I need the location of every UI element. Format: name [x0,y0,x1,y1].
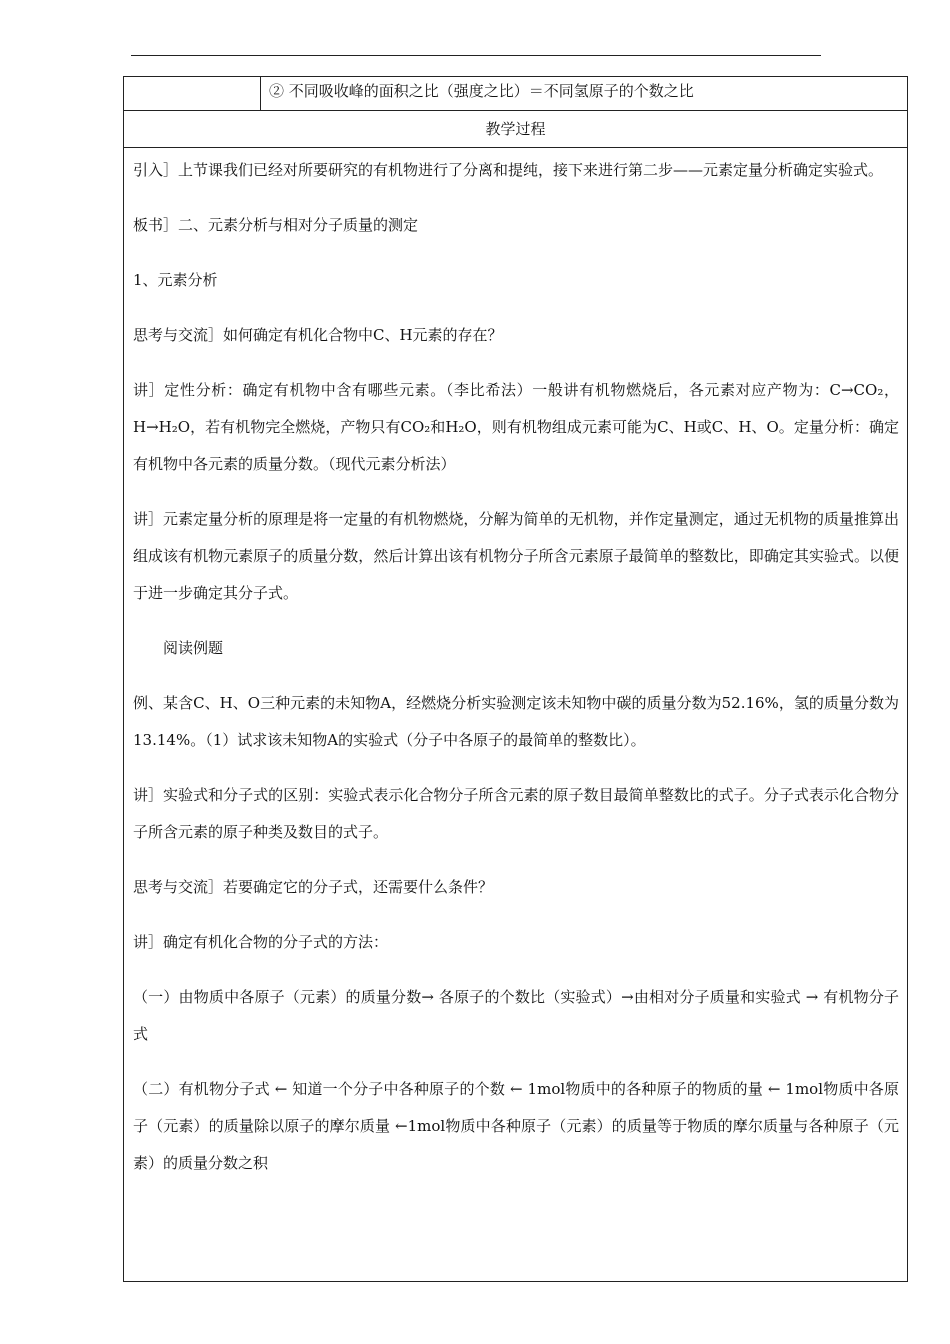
lesson-body [124,148,907,1281]
paragraph-board: 板书］二、元素分析与相对分子质量的测定 [133,216,419,234]
lesson-table [123,76,908,1282]
paragraph-principle: 讲］元素定量分析的原理是将一定量的有机物燃烧，分解为简单的无机物，并作定量测定，通过无机物的质量推算出组成该有机物元素原子的质量分数，然后计算出该有机物分子所含元素原子最简单的整数比，即确定其实验式。以便于进一步确定其分子式。 [133,510,899,602]
table-cell-left [124,77,261,110]
table-row-top [124,77,907,111]
paragraph-heading: 1、元素分析 [133,271,218,289]
paragraph-intro: 引入］上节课我们已经对所要研究的有机物进行了分离和提纯，接下来进行第二步——元素定量分析确定实验式。 [133,161,884,179]
paragraph-read-example: 阅读例题 [163,639,224,657]
paragraph-discussion-1: 思考与交流］如何确定有机化合物中C、H元素的存在？ [133,326,503,344]
paragraph-method: 讲］确定有机化合物的分子式的方法： [133,933,389,951]
header-rule [131,55,821,56]
section-title: 教学过程 [124,111,907,148]
paragraph-method-1: （一）由物质中各原子（元素）的质量分数→ 各原子的个数比（实验式）→由相对分子质量和实验式 → 有机物分子式 [133,988,899,1043]
paragraph-method-2: （二）有机物分子式 ← 知道一个分子中各种原子的个数 ← 1mol物质中的各种原子的物质的量 ← 1mol物质中各原子（元素）的质量除以原子的摩尔质量 ←1mol物质中各种原子（元素）的质量等于物质的摩尔质量与各种原子（元素）的质量分数之积 [133,1080,899,1172]
table-cell-right: ② 不同吸收峰的面积之比（强度之比）＝不同氢原子的个数之比 [269,82,694,100]
paragraph-example: 例、某含C、H、O三种元素的未知物A，经燃烧分析实验测定该未知物中碳的质量分数为52.16%，氢的质量分数为13.14%。（1）试求该未知物A的实验式（分子中各原子的最简单的整数比）。 [133,694,899,749]
paragraph-discussion-2: 思考与交流］若要确定它的分子式，还需要什么条件？ [133,878,494,896]
paragraph-qualitative: 讲］定性分析：确定有机物中含有哪些元素。（李比希法）一般讲有机物燃烧后，各元素对应产物为：C→CO₂，H→H₂O，若有机物完全燃烧，产物只有CO₂和H₂O，则有机物组成元素可能为C、H或C、H、O。定量分析：确定有机物中各元素的质量分数。（现代元素分析法） [133,381,899,473]
paragraph-difference: 讲］实验式和分子式的区别：实验式表示化合物分子所含元素的原子数目最简单整数比的式子。分子式表示化合物分子所含元素的原子种类及数目的式子。 [133,786,899,841]
